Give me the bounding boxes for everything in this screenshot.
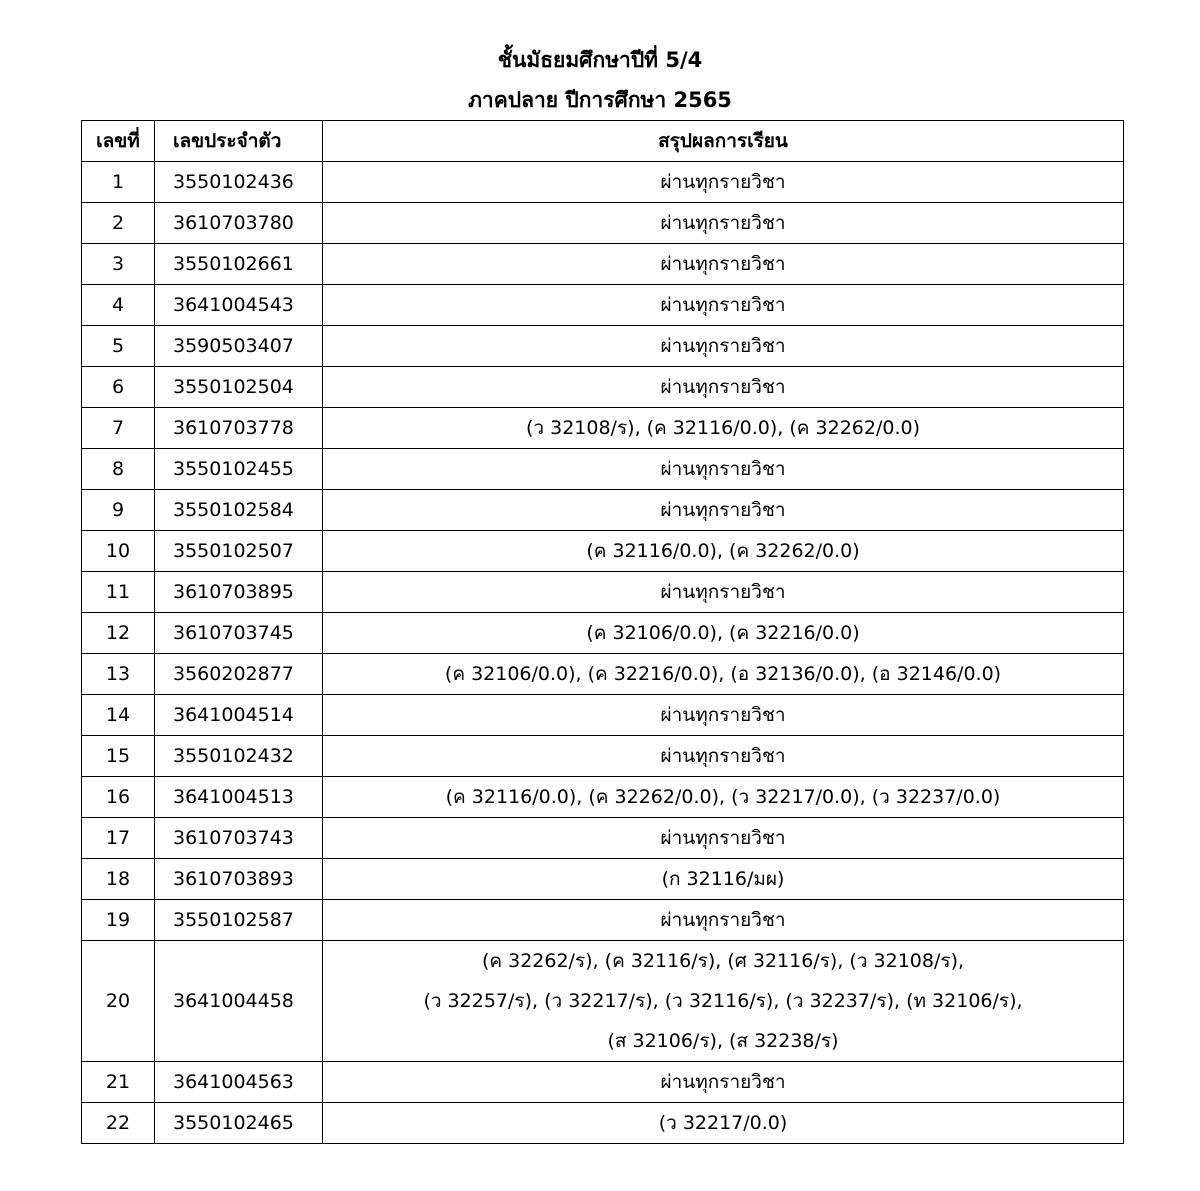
table-row — [82, 490, 1124, 531]
row-number: 17 — [82, 818, 155, 859]
result-summary — [323, 695, 1124, 736]
row-number: 13 — [82, 654, 155, 695]
table-row — [82, 900, 1124, 941]
row-number: 3 — [82, 244, 155, 285]
result-summary — [323, 203, 1124, 244]
student-id: 3610703778 — [155, 408, 323, 449]
row-number: 5 — [82, 326, 155, 367]
student-id: 3610703780 — [155, 203, 323, 244]
table-row — [82, 285, 1124, 326]
table-row — [82, 408, 1124, 449]
student-id: 3641004513 — [155, 777, 323, 818]
result-summary-line: (ค 32116/0.0), (ค 32262/0.0) — [586, 540, 860, 562]
student-id: 3550102584 — [155, 490, 323, 531]
student-id: 3550102661 — [155, 244, 323, 285]
result-summary-line: ผ่านทุกรายวิชา — [660, 294, 786, 316]
page-title: ชั้นมัธยมศึกษาปีที่ 5/4 — [497, 48, 703, 72]
result-summary-line: ผ่านทุกรายวิชา — [660, 827, 786, 849]
row-number: 15 — [82, 736, 155, 777]
row-number: 22 — [82, 1103, 155, 1144]
table-row — [82, 244, 1124, 285]
result-summary-line: ผ่านทุกรายวิชา — [660, 253, 786, 275]
student-id: 3641004514 — [155, 695, 323, 736]
table-row — [82, 1103, 1124, 1144]
result-summary-line: (ค 32116/0.0), (ค 32262/0.0), (ว 32217/0.0), (ว 32237/0.0) — [445, 786, 1001, 808]
result-summary — [323, 859, 1124, 900]
result-summary — [323, 449, 1124, 490]
result-summary — [323, 244, 1124, 285]
student-id: 3590503407 — [155, 326, 323, 367]
row-number: 7 — [82, 408, 155, 449]
student-id: 3641004458 — [155, 941, 323, 1062]
result-summary — [323, 367, 1124, 408]
column-header-number: เลขที่ — [82, 121, 155, 162]
row-number: 8 — [82, 449, 155, 490]
row-number: 19 — [82, 900, 155, 941]
result-summary-line: (ก 32116/มผ) — [661, 868, 785, 890]
table-row — [82, 695, 1124, 736]
row-number: 12 — [82, 613, 155, 654]
result-summary-line: (ค 32106/0.0), (ค 32216/0.0), (อ 32136/0.0), (อ 32146/0.0) — [444, 663, 1002, 685]
result-summary — [323, 613, 1124, 654]
result-summary-line: ผ่านทุกรายวิชา — [660, 335, 786, 357]
result-summary-line: ผ่านทุกรายวิชา — [660, 171, 786, 193]
row-number: 2 — [82, 203, 155, 244]
result-summary — [323, 408, 1124, 449]
result-summary — [323, 490, 1124, 531]
result-summary — [323, 900, 1124, 941]
column-header-student-id: เลขประจำตัว — [155, 121, 323, 162]
student-id: 3550102504 — [155, 367, 323, 408]
result-summary-line: ผ่านทุกรายวิชา — [660, 581, 786, 603]
row-number: 6 — [82, 367, 155, 408]
table-row — [82, 531, 1124, 572]
table-row — [82, 449, 1124, 490]
page-subtitle: ภาคปลาย ปีการศึกษา 2565 — [468, 88, 732, 112]
row-number: 20 — [82, 941, 155, 1062]
student-id: 3610703745 — [155, 613, 323, 654]
row-number: 9 — [82, 490, 155, 531]
table-row — [82, 613, 1124, 654]
result-summary-line: (ค 32106/0.0), (ค 32216/0.0) — [586, 622, 860, 644]
table-row — [82, 654, 1124, 695]
student-id: 3550102436 — [155, 162, 323, 203]
table-row — [82, 572, 1124, 613]
row-number: 11 — [82, 572, 155, 613]
result-summary — [323, 285, 1124, 326]
result-summary — [323, 572, 1124, 613]
result-summary — [323, 736, 1124, 777]
table-row — [82, 162, 1124, 203]
student-id: 3550102465 — [155, 1103, 323, 1144]
table-row — [82, 203, 1124, 244]
result-summary — [323, 818, 1124, 859]
result-summary-line: ผ่านทุกรายวิชา — [660, 909, 786, 931]
row-number: 14 — [82, 695, 155, 736]
result-summary — [323, 1103, 1124, 1144]
table-row — [82, 859, 1124, 900]
result-summary-line: (ว 32257/ร), (ว 32217/ร), (ว 32116/ร), (ว 32237/ร), (ท 32106/ร), — [423, 990, 1023, 1012]
student-id: 3641004543 — [155, 285, 323, 326]
result-summary-line: (ว 32108/ร), (ค 32116/0.0), (ค 32262/0.0) — [525, 417, 920, 439]
result-summary — [323, 326, 1124, 367]
student-id: 3560202877 — [155, 654, 323, 695]
table-body — [82, 162, 1124, 1144]
table-row — [82, 367, 1124, 408]
row-number: 4 — [82, 285, 155, 326]
student-id: 3550102455 — [155, 449, 323, 490]
student-id: 3550102432 — [155, 736, 323, 777]
result-summary-line: ผ่านทุกรายวิชา — [660, 499, 786, 521]
result-summary-line: ผ่านทุกรายวิชา — [660, 458, 786, 480]
table-row — [82, 736, 1124, 777]
result-summary-line: ผ่านทุกรายวิชา — [660, 704, 786, 726]
document-header — [0, 40, 1200, 120]
student-id: 3610703743 — [155, 818, 323, 859]
row-number: 1 — [82, 162, 155, 203]
row-number: 10 — [82, 531, 155, 572]
table-row — [82, 818, 1124, 859]
result-summary — [323, 531, 1124, 572]
result-summary — [323, 654, 1124, 695]
student-id: 3610703895 — [155, 572, 323, 613]
result-summary — [323, 162, 1124, 203]
row-number: 16 — [82, 777, 155, 818]
table-row — [82, 1062, 1124, 1103]
row-number: 21 — [82, 1062, 155, 1103]
table-row — [82, 777, 1124, 818]
column-header-summary: สรุปผลการเรียน — [323, 121, 1124, 162]
result-summary-line: ผ่านทุกรายวิชา — [660, 212, 786, 234]
student-id: 3550102507 — [155, 531, 323, 572]
result-summary — [323, 777, 1124, 818]
student-id: 3550102587 — [155, 900, 323, 941]
results-table — [81, 120, 1124, 1144]
result-summary-line: (ว 32217/0.0) — [658, 1112, 788, 1134]
student-id: 3641004563 — [155, 1062, 323, 1103]
result-summary-line: ผ่านทุกรายวิชา — [660, 376, 786, 398]
result-summary-line: ผ่านทุกรายวิชา — [660, 745, 786, 767]
row-number: 18 — [82, 859, 155, 900]
table-row — [82, 941, 1124, 1062]
table-header-row — [82, 121, 1124, 162]
table-row — [82, 326, 1124, 367]
result-summary — [323, 941, 1124, 1062]
result-summary-line: (ค 32262/ร), (ค 32116/ร), (ศ 32116/ร), (ว 32108/ร), — [481, 950, 965, 972]
result-summary — [323, 1062, 1124, 1103]
result-summary-line: (ส 32106/ร), (ส 32238/ร) — [607, 1030, 839, 1052]
student-id: 3610703893 — [155, 859, 323, 900]
result-summary-line: ผ่านทุกรายวิชา — [660, 1071, 786, 1093]
